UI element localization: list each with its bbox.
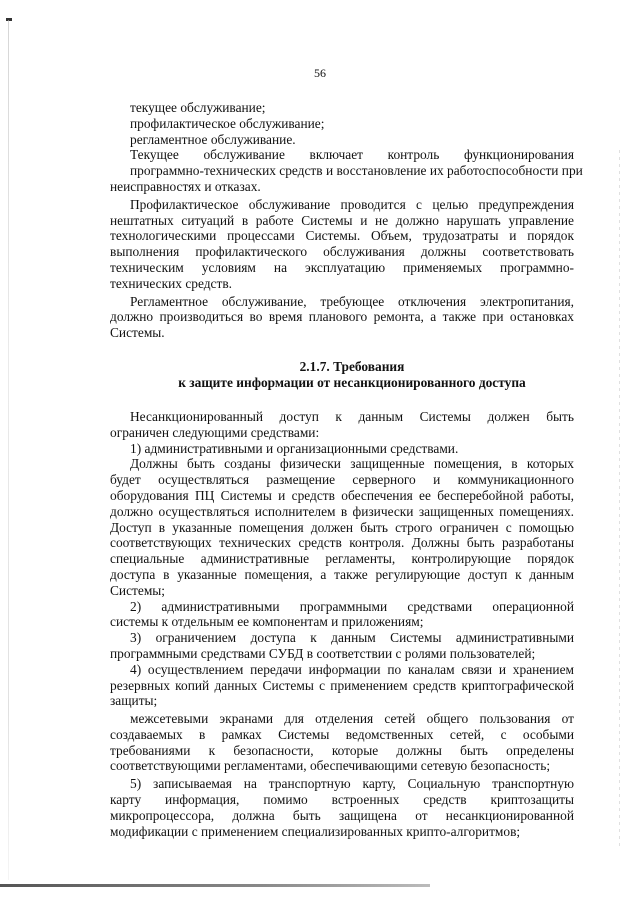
text-line: межсетевыми экранами для отделения сетей общего пользования от (130, 711, 574, 727)
item-5 (110, 776, 574, 839)
text-line: нештатных ситуаций в работе Системы и не должно нарушать управление (110, 212, 574, 228)
document-body (110, 100, 583, 839)
paragraph-scheduled-maintenance (110, 293, 574, 341)
text-line: 2) административными программными средствами операционной (130, 598, 574, 614)
paragraph-unauthorized-access (110, 408, 574, 441)
paragraph-preventive-maintenance (110, 196, 574, 292)
text-line: защиты; (110, 693, 158, 709)
item-3 (110, 630, 574, 662)
heading-line: 2.1.7. Требования (299, 358, 405, 374)
paragraph-physical-premises (110, 456, 574, 598)
text-line: доступа в указанные помещения, а также регулирующие доступ к данным (110, 566, 574, 582)
scan-bottom-bar (0, 884, 430, 887)
text-line: специальные административные регламенты, контролирующие порядок (110, 551, 574, 567)
text-line: должно производиться во время планового ремонта, а также при остановках (110, 309, 574, 325)
text-line: выполнения профилактического обслуживания должны соответствовать (110, 244, 574, 260)
paragraph-firewalls (110, 711, 574, 774)
text-line: Системы; (110, 582, 166, 598)
text-line: Регламентное обслуживание, требующее отключения электропитания, (130, 293, 574, 309)
paragraph-current-maintenance (110, 147, 583, 194)
text-line: Системы. (110, 325, 165, 341)
item-4 (110, 661, 574, 709)
page-number: 56 (314, 66, 326, 80)
text-line: программными средствами СУБД в соответствии с ролями пользователей; (110, 645, 536, 661)
text-line: 1) административными и организационными средствами. (130, 440, 459, 456)
text-line: будет осуществляться размещение серверного и коммуникационного (110, 472, 574, 488)
scan-mark (6, 18, 12, 21)
text-line: ограничен следующими средствами: (110, 424, 320, 440)
list-item: текущее обслуживание; (130, 100, 266, 115)
text-line: Профилактическое обслуживание проводится с целью предупреждения (130, 196, 574, 212)
text-line: Несанкционированный доступ к данным Системы должен быть (130, 408, 574, 424)
text-line: соответствующими регламентами, обеспечивающими сетевую безопасность; (110, 758, 551, 774)
list-item: профилактическое обслуживание; (130, 115, 325, 131)
heading-line: к защите информации от несанкционированного доступа (178, 374, 526, 390)
text-line: 3) ограничением доступа к данным Системы административными (130, 630, 574, 646)
text-line: модификации с применением специализированных крипто-алгоритмов; (110, 823, 521, 839)
text-line: Доступ в указанные помещения должен быть строго ограничен с помощью (110, 519, 574, 535)
section-heading (130, 359, 574, 391)
text-line: 5) записываемая на транспортную карту, Социальную транспортную (130, 776, 574, 792)
text-line: Должны быть созданы физически защищенные помещения, в которых (130, 456, 574, 472)
text-line: карту информация, помимо встроенных средств криптозащиты (110, 792, 574, 808)
text-line: технологическими процессами Системы. Объем, трудозатраты и порядок (110, 228, 574, 244)
scan-edge-right (619, 150, 620, 850)
item-1 (130, 441, 574, 457)
text-line: системы к отдельным ее компонентам и приложениям; (110, 614, 424, 630)
text-line: соответствующих технических средств контроля. Должны быть разработаны (110, 535, 574, 551)
text-line: программно-технических средств и восстановление их работоспособности при (130, 163, 583, 179)
text-line: техническим условиям на эксплуатацию применяемых программно- (110, 259, 574, 275)
text-line: технических средств. (110, 275, 232, 291)
text-line: Текущее обслуживание включает контроль функционирования (130, 147, 574, 163)
text-line: должно осуществляться исполнителем в физически защищенных помещениях. (110, 503, 574, 519)
text-line: оборудования ПЦ Системы и средств обеспечения ее бесперебойной работы, (110, 487, 574, 503)
text-line: микропроцессора, должна быть защищена от несанкционированной (110, 807, 574, 823)
text-line: создаваемых в рамках Системы ведомственных сетей, с особыми (110, 726, 574, 742)
item-2 (110, 598, 574, 631)
text-line: 4) осуществлением передачи информации по каналам связи и хранением (130, 661, 574, 677)
scan-edge-left (8, 20, 9, 880)
text-line: неисправностях и отказах. (110, 178, 261, 194)
list-item: регламентное обслуживание. (130, 131, 296, 147)
maintenance-types-list (130, 100, 574, 147)
text-line: резервных копий данных Системы с применением средств криптографической (110, 677, 574, 693)
text-line: требованиями к безопасности, которые должны быть определены (110, 742, 574, 758)
